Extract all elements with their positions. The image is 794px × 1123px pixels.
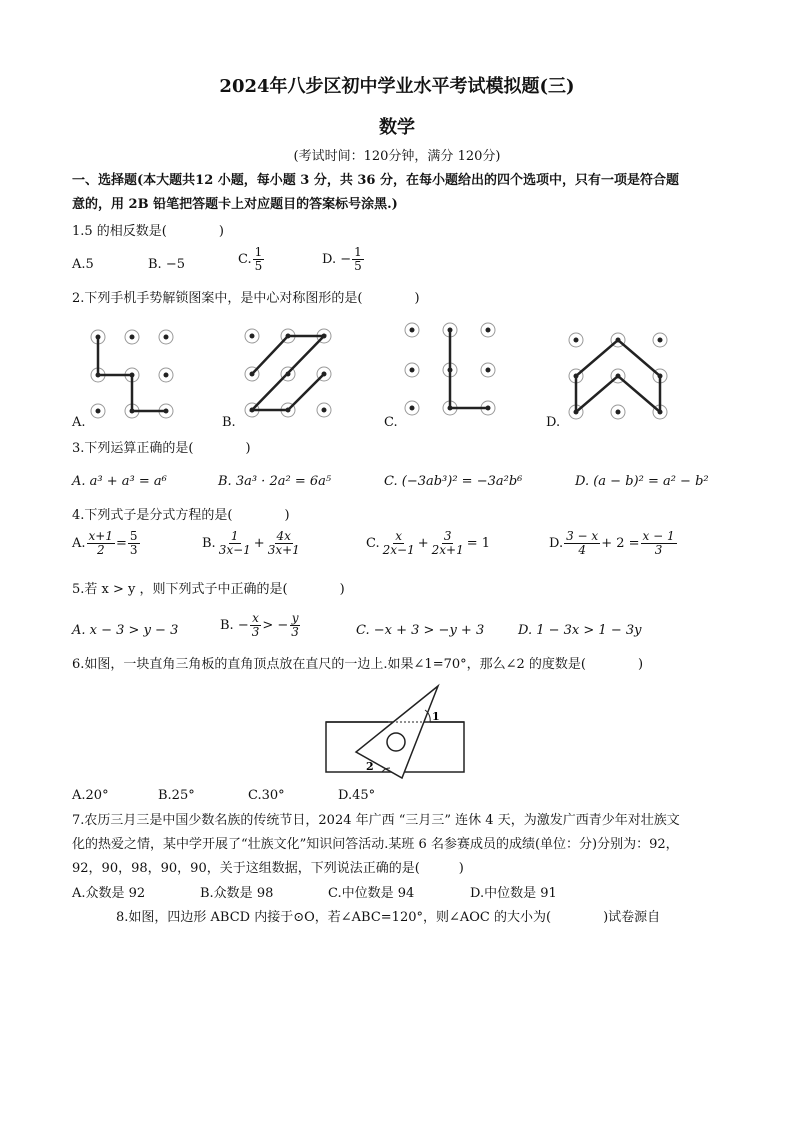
q4-c-frac1 xyxy=(381,530,417,557)
q1-c-den: 5 xyxy=(254,259,263,273)
q4-d-frac2 xyxy=(641,530,677,557)
exam-info: (考试时间：120分钟，满分 120分) xyxy=(293,149,501,164)
q3-option-a: A. a³ + a³ = a⁶ xyxy=(72,474,167,489)
q4-b-prefix: B. xyxy=(202,535,216,551)
q4-d-n2: x − 1 xyxy=(642,529,675,543)
q2-label-b: B. xyxy=(222,415,236,430)
q8-stem: 8.如图，四边形 ABCD 内接于⊙O，若∠ABC=120°，则∠AOC 的大小为( )试卷源自 xyxy=(116,910,661,925)
q2-pattern-a xyxy=(82,325,192,425)
q2-label-c: C. xyxy=(384,415,398,430)
q4-a-n2: 5 xyxy=(129,529,138,543)
q2-pattern-d xyxy=(562,324,672,424)
q4-c-end: = 1 xyxy=(466,535,491,551)
q1-c-num: 1 xyxy=(254,245,263,259)
q4-c-n1: x xyxy=(395,529,403,543)
q5-b-n2: y xyxy=(291,611,299,625)
q3-stem: 3.下列运算正确的是( ) xyxy=(72,441,251,456)
q5-b-n1: x xyxy=(252,611,259,625)
q4-c-d1: 2x−1 xyxy=(382,543,415,557)
q2-label-a: A. xyxy=(72,415,86,430)
q4-c-prefix: C. xyxy=(366,535,380,551)
q5-b-mid: > − xyxy=(262,617,289,633)
q4-a-n1: x+1 xyxy=(88,529,113,543)
q2-stem: 2.下列手机手势解锁图案中，是中心对称图形的是( ) xyxy=(72,291,420,306)
q5-option-d: D. 1 − 3x > 1 − 3y xyxy=(518,623,642,638)
q2-label-d: D. xyxy=(546,415,561,430)
q4-c-frac2 xyxy=(430,530,466,557)
q4-d-prefix: D. xyxy=(549,535,564,551)
q4-stem: 4.下列式子是分式方程的是( ) xyxy=(72,508,290,523)
q6-option-d: D.45° xyxy=(338,788,376,803)
q4-b-d2: 3x+1 xyxy=(267,543,300,557)
q4-a-mid: = xyxy=(116,535,127,551)
q2-pattern-c xyxy=(396,318,506,418)
q5-b-frac1 xyxy=(250,612,262,639)
q4-a-frac2 xyxy=(128,530,140,557)
q4-d-mid: + 2 = xyxy=(601,535,640,551)
section-instruction-line2: 意的，用 2B 铅笔把答题卡上对应题目的答案标号涂黑.) xyxy=(72,197,398,212)
q4-b-n2: 4x xyxy=(276,529,291,543)
q3-option-d: D. (a − b)² = a² − b² xyxy=(575,474,709,489)
q4-d-d1: 4 xyxy=(578,543,586,557)
q4-b-frac2 xyxy=(266,530,302,557)
q4-option-a xyxy=(72,530,141,557)
section-instruction-line1: 一、选择题(本大题共12 小题，每小题 3 分，共 36 分，在每小题给出的四个选项中，只有一项是符合题 xyxy=(72,173,680,188)
q5-b-prefix: B. − xyxy=(220,617,249,633)
q4-b-d1: 3x−1 xyxy=(218,543,251,557)
q4-a-d1: 2 xyxy=(96,543,105,557)
q7-option-c: C.中位数是 94 xyxy=(328,886,415,901)
q4-c-d2: 2x+1 xyxy=(431,543,464,557)
q5-option-a: A. x − 3 > y − 3 xyxy=(72,623,179,638)
q6-stem: 6.如图，一块直角三角板的直角顶点放在直尺的一边上.如果∠1=70°，那么∠2 的度数是( ) xyxy=(72,657,644,672)
q4-d-frac1 xyxy=(564,530,600,557)
q1-option-d xyxy=(322,246,365,273)
page-title: 2024年八步区初中学业水平考试模拟题(三) xyxy=(219,76,575,97)
q6-option-a: A.20° xyxy=(72,788,109,803)
q1-option-c-prefix: C. xyxy=(238,251,252,267)
q1-option-d-fraction xyxy=(352,246,364,273)
q1-option-c xyxy=(238,246,265,273)
q6-ruler-triangle-figure xyxy=(320,682,480,782)
q1-d-den: 5 xyxy=(354,259,362,273)
q2-pattern-b xyxy=(236,322,346,422)
q4-option-d xyxy=(549,530,678,557)
q3-option-b: B. 3a³ · 2a² = 6a⁵ xyxy=(218,474,332,489)
q5-b-d1: 3 xyxy=(251,625,260,639)
q4-a-d2: 3 xyxy=(129,543,138,557)
subject-heading: 数学 xyxy=(379,117,415,138)
q5-option-c: C. −x + 3 > −y + 3 xyxy=(356,623,485,638)
q4-b-frac1 xyxy=(217,530,253,557)
q4-d-n1: 3 − x xyxy=(566,529,599,543)
q5-b-d2: 3 xyxy=(291,625,299,639)
q6-option-c: C.30° xyxy=(248,788,285,803)
q4-c-mid: + xyxy=(417,535,429,551)
q5-b-frac2 xyxy=(289,612,301,639)
q4-a-frac1 xyxy=(87,530,115,557)
q1-option-b: B. −5 xyxy=(148,257,185,272)
q1-stem: 1.5 的相反数是( ) xyxy=(72,224,224,239)
q4-option-c xyxy=(366,530,490,557)
q7-option-d: D.中位数是 91 xyxy=(470,886,557,901)
q4-option-b xyxy=(202,530,303,557)
q6-angle-2-label: 2 xyxy=(366,760,374,773)
q5-option-b xyxy=(220,612,302,639)
q7-option-a: A.众数是 92 xyxy=(72,886,146,901)
q7-line1: 7.农历三月三是中国少数名族的传统节日，2024 年广西 “三月三” 连休 4 天，为激发广西青少年对壮族文 xyxy=(72,813,680,828)
q1-option-d-prefix: D. − xyxy=(322,251,352,267)
q1-option-a: A.5 xyxy=(72,257,94,272)
q4-c-n2: 3 xyxy=(443,529,452,543)
q4-a-prefix: A. xyxy=(72,535,86,551)
q1-option-c-fraction xyxy=(253,246,265,273)
q7-line2: 化的热爱之情，某中学开展了“壮族文化”知识问答活动.某班 6 名参赛成员的成绩(单位：分)分别为：92， xyxy=(72,837,679,852)
q7-option-b: B.众数是 98 xyxy=(200,886,274,901)
q6-option-b: B.25° xyxy=(158,788,195,803)
q5-stem: 5.若 x > y ，则下列式子中正确的是( ) xyxy=(72,582,345,597)
q4-b-mid: + xyxy=(253,535,265,551)
q7-line3: 92，90，98，90，90，关于这组数据，下列说法正确的是( ) xyxy=(72,861,464,876)
q3-option-c: C. (−3ab³)² = −3a²b⁶ xyxy=(384,474,523,489)
q6-angle-1-label: 1 xyxy=(432,710,440,723)
q4-b-n1: 1 xyxy=(230,529,239,543)
q1-d-num: 1 xyxy=(354,245,362,259)
q4-d-d2: 3 xyxy=(654,543,663,557)
